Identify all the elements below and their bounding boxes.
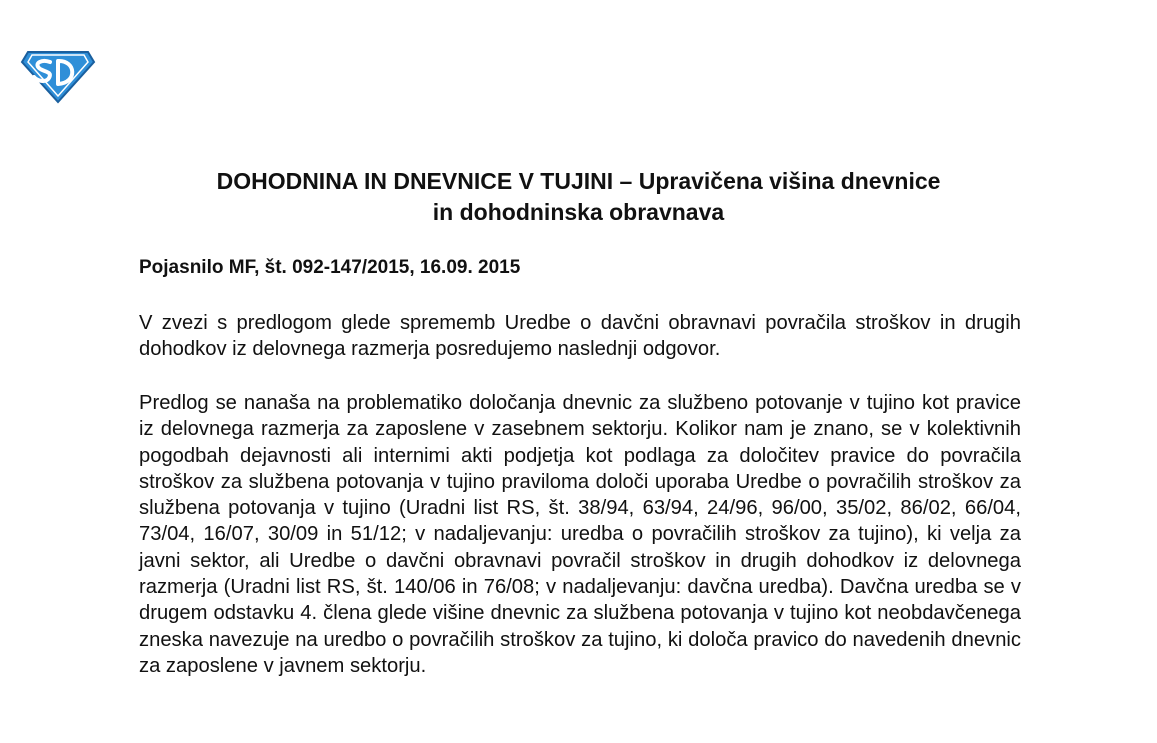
- document-subheading: Pojasnilo MF, št. 092-147/2015, 16.09. 2015: [139, 257, 521, 278]
- title-line-1: DOHODNINA IN DNEVNICE V TUJINI – Upravičena višina dnevnice: [216, 168, 941, 194]
- paragraph-main: Predlog se nanaša na problematiko določanja dnevnic za službeno potovanje v tujino kot pravice iz delovnega razmerja za zaposlene v zasebnem sektorju. Kolikor nam je znano, se v kolektivnih pogodbah dejavnosti ali internimi akti podjetja kot podlaga za določitev pravice do povračila stroškov za službena potovanja v tujino praviloma določi uporaba Uredbe o povračilih stroškov za službena potovanja v tujino (Uradni list RS, št. 38/94, 63/94, 24/96, 96/00, 35/02, 86/02, 66/04, 73/04, 16/07, 30/09 in 51/12; v nadaljevanju: uredba o povračilih stroškov za tujino), ki velja za javni sektor, ali Uredbe o davčni obravnavi povračil stroškov in drugih dohodkov iz delovnega razmerja (Uradni list RS, št. 140/06 in 76/08; v nadaljevanju: davčna uredba). Davčna uredba se v drugem odstavku 4. člena glede višine dnevnic za službena potovanja v tujino kot neobdavčenega zneska navezuje na uredbo o povračilih stroškov za tujino, ki določa pravico do navedenih dnevnic za zaposlene v javnem sektorju.: [139, 392, 1021, 677]
- title-line-2: in dohodninska obravnava: [432, 199, 725, 225]
- company-logo: [20, 46, 96, 104]
- paragraph-intro: V zvezi s predlogom glede sprememb Uredbe o davčni obravnavi povračila stroškov in drugih dohodkov iz delovnega razmerja posredujemo naslednji odgovor.: [139, 312, 1021, 361]
- sd-logo-icon: [20, 46, 96, 104]
- document-title: [60, 166, 1097, 228]
